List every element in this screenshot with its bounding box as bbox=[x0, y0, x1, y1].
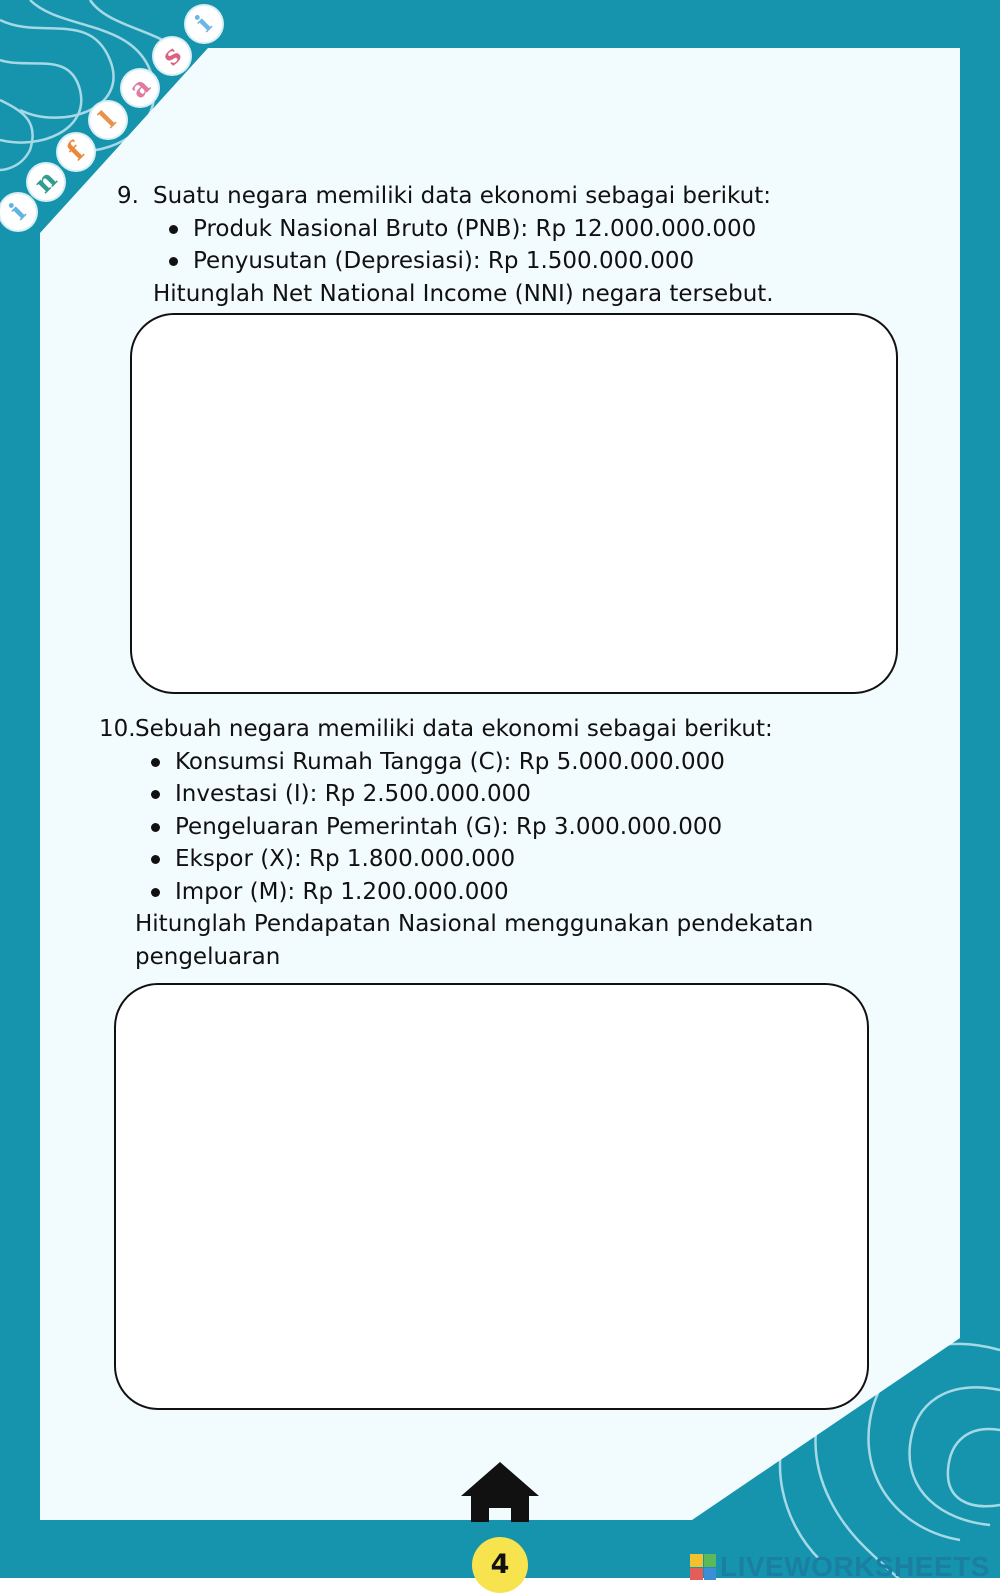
question-9 bbox=[117, 180, 877, 310]
answer-box-9[interactable] bbox=[130, 313, 898, 694]
brand-grid-icon bbox=[690, 1554, 716, 1580]
question-task: Hitunglah Pendapatan Nasional menggunakan pendekatan bbox=[135, 911, 814, 937]
data-list bbox=[153, 213, 877, 278]
question-intro: Sebuah negara memiliki data ekonomi sebagai berikut: bbox=[135, 716, 773, 742]
title-letter: i bbox=[179, 0, 230, 49]
question-task: Hitunglah Net National Income (NNI) negara tersebut. bbox=[153, 280, 774, 307]
answer-box-10[interactable] bbox=[114, 983, 869, 1410]
title-letter: f bbox=[51, 127, 102, 178]
title-letter: a bbox=[115, 63, 166, 114]
title-letter: n bbox=[21, 157, 72, 208]
brand-logo[interactable] bbox=[690, 1550, 990, 1584]
question-number: 9. bbox=[117, 183, 139, 209]
brand-text: LIVEWORKSHEETS bbox=[720, 1551, 990, 1582]
data-list bbox=[135, 746, 879, 909]
question-number: 10. bbox=[99, 716, 136, 742]
question-intro: Suatu negara memiliki data ekonomi sebagai berikut: bbox=[153, 183, 771, 209]
question-task: pengeluaran bbox=[135, 943, 281, 970]
home-icon[interactable] bbox=[459, 1460, 541, 1522]
list-item: Ekspor (X): Rp 1.800.000.000 bbox=[175, 843, 879, 876]
list-item: Investasi (I): Rp 2.500.000.000 bbox=[175, 778, 879, 811]
title-letter: l bbox=[83, 95, 134, 146]
title-letter: i bbox=[0, 187, 43, 238]
list-item: Konsumsi Rumah Tangga (C): Rp 5.000.000.000 bbox=[175, 746, 879, 779]
page-number-badge: 4 bbox=[472, 1537, 528, 1593]
list-item: Produk Nasional Bruto (PNB): Rp 12.000.000.000 bbox=[193, 213, 877, 246]
list-item: Impor (M): Rp 1.200.000.000 bbox=[175, 876, 879, 909]
title-letter: s bbox=[147, 31, 198, 82]
list-item: Pengeluaran Pemerintah (G): Rp 3.000.000.000 bbox=[175, 811, 879, 844]
list-item: Penyusutan (Depresiasi): Rp 1.500.000.000 bbox=[193, 245, 877, 278]
question-10 bbox=[99, 713, 879, 973]
